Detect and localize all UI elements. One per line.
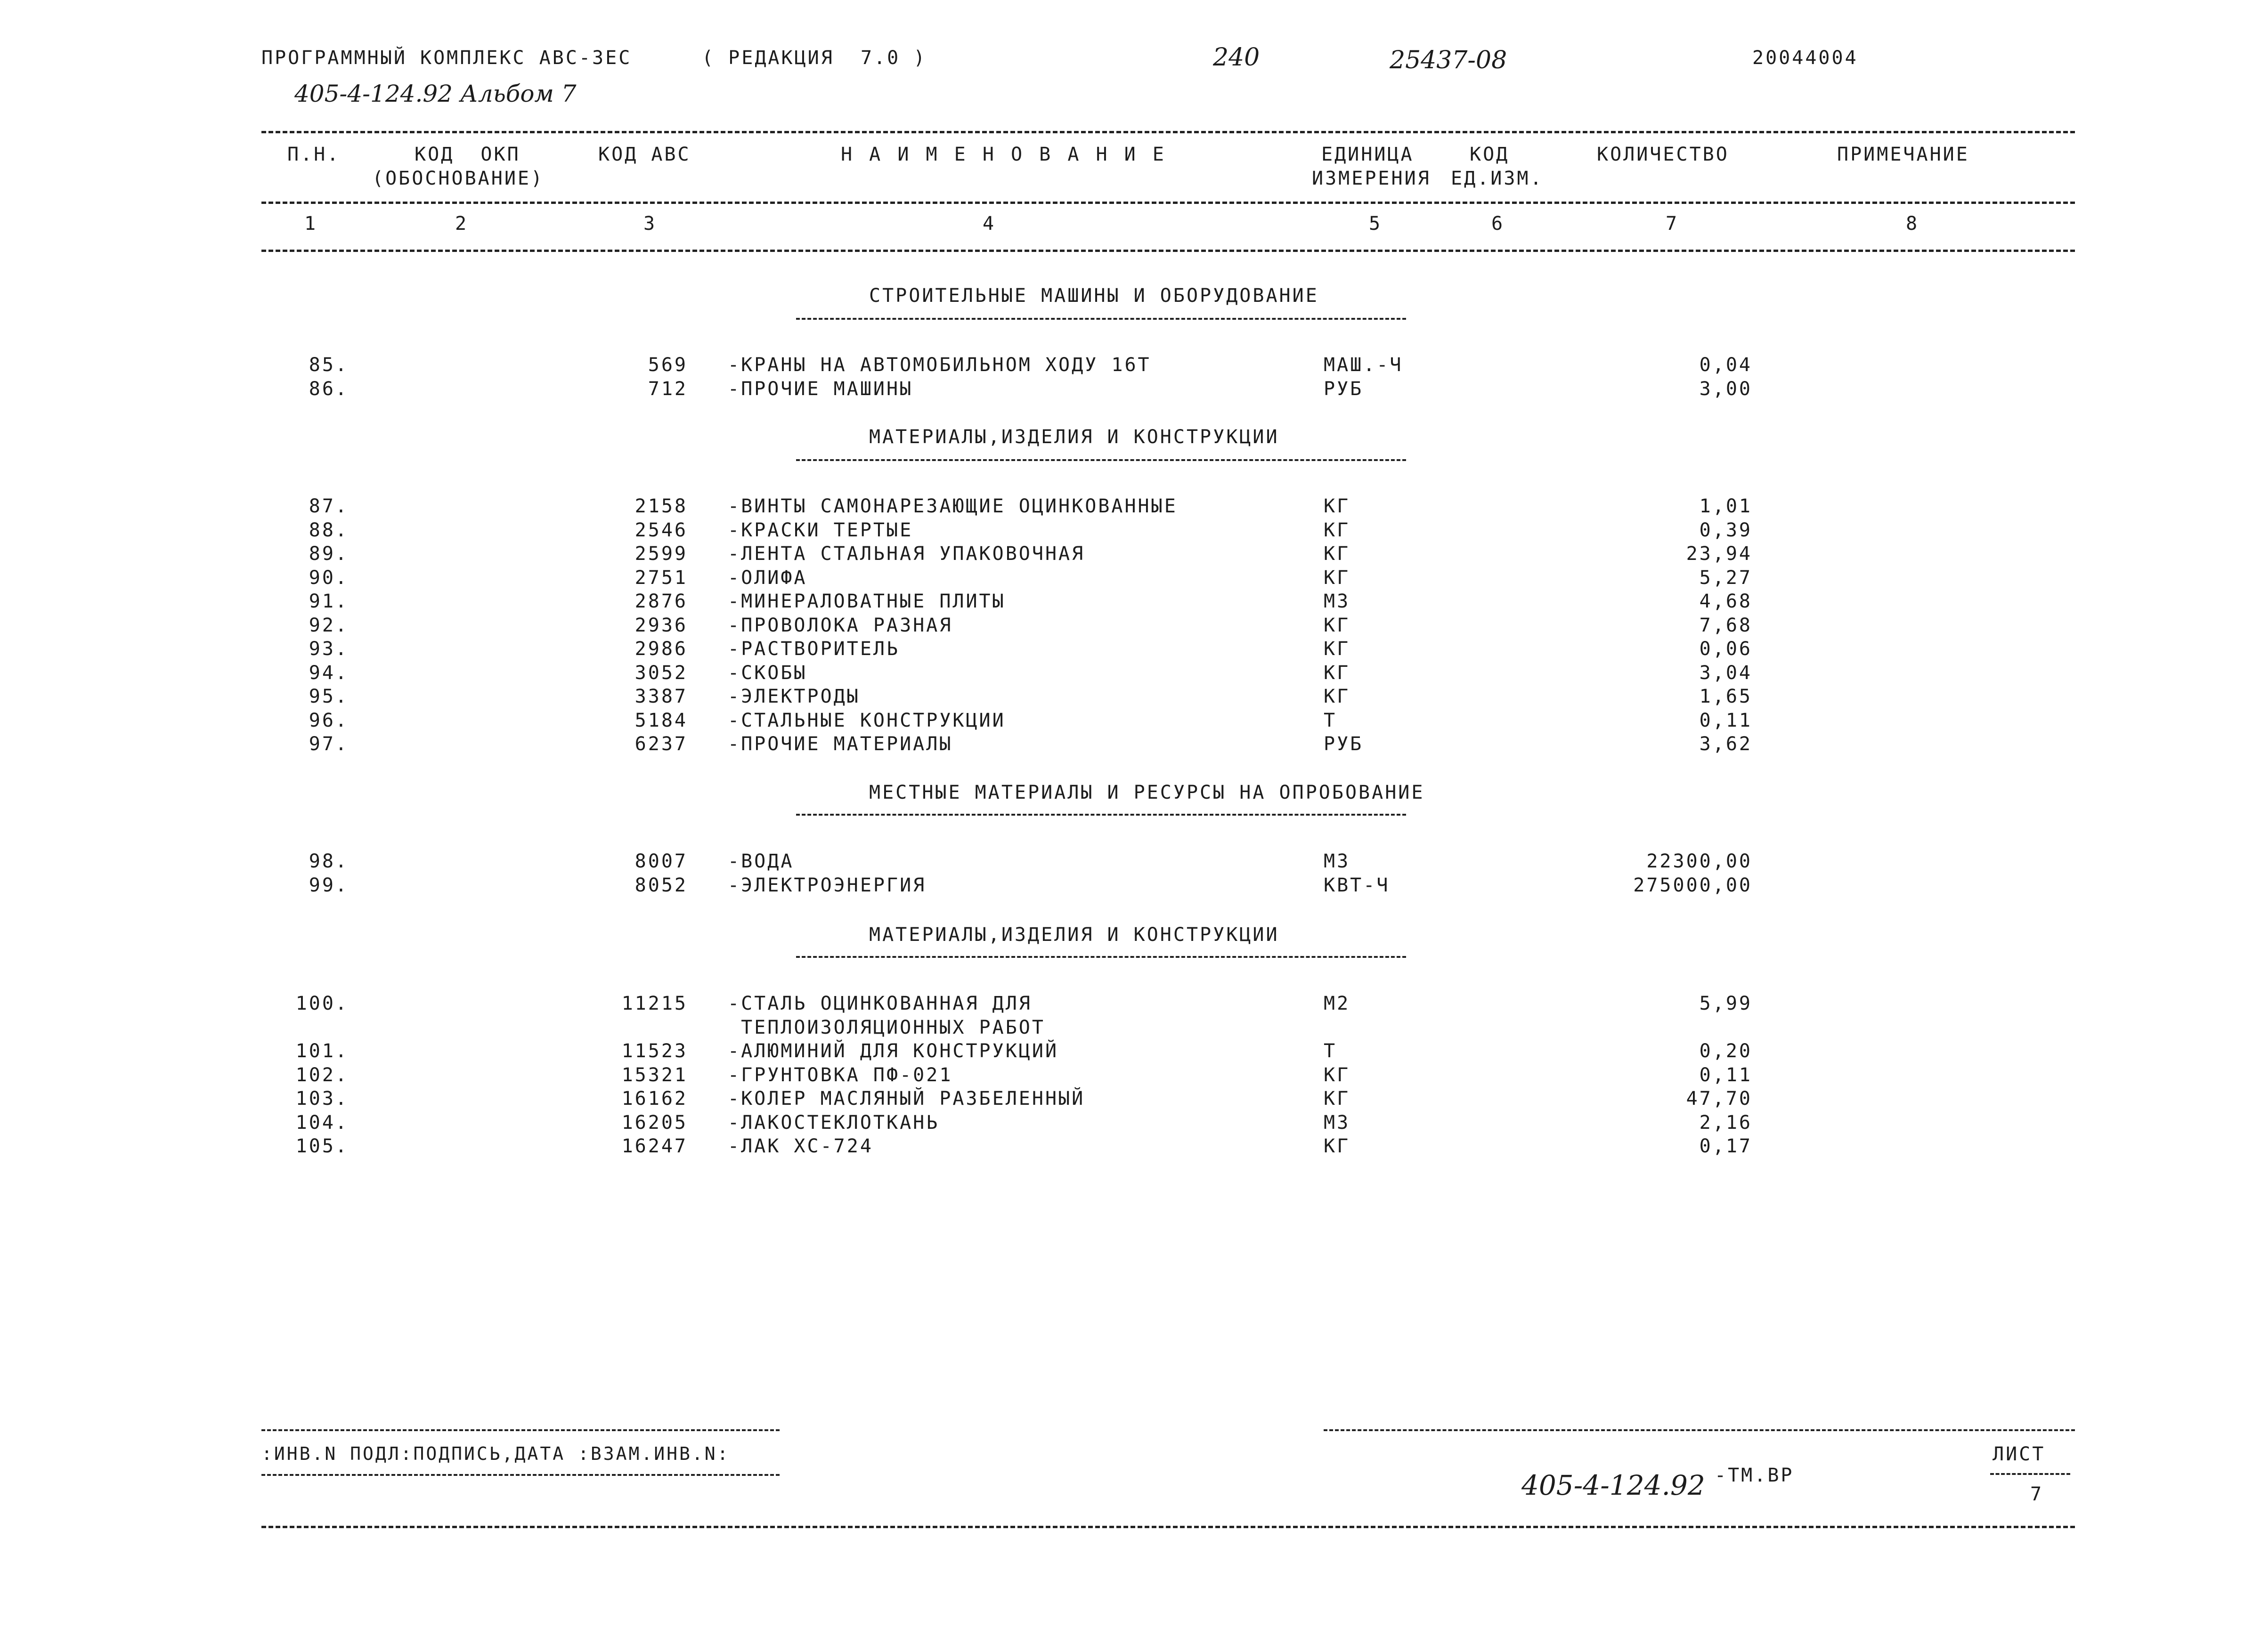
row-abc-code: 2986	[634, 638, 688, 660]
row-quantity: 1,65	[1699, 686, 1752, 707]
row-number: 94.	[309, 662, 349, 684]
row-abc-code: 8007	[634, 850, 688, 872]
row-number: 97.	[309, 733, 349, 755]
row-name: -ВОДА	[728, 850, 794, 872]
col-header-quantity: КОЛИЧЕСТВО	[1597, 144, 1729, 165]
row-number: 86.	[309, 378, 349, 400]
stamp-bottom-rule	[261, 1526, 2075, 1528]
section-title: МАТЕРИАЛЫ,ИЗДЕЛИЯ И КОНСТРУКЦИИ	[869, 924, 1279, 946]
row-unit: КГ	[1324, 1135, 1350, 1157]
edition: ( РЕДАКЦИЯ 7.0 )	[702, 47, 927, 69]
row-name: -ЭЛЕКТРОДЫ	[728, 686, 860, 707]
stamp-labels: :ИНВ.N ПОДЛ:ПОДПИСЬ,ДАТА :ВЗАМ.ИНВ.N:	[261, 1443, 730, 1464]
col-number-7: 7	[1665, 213, 1679, 235]
row-name: -СТАЛЬНЫЕ КОНСТРУКЦИИ	[728, 709, 1006, 731]
album-label: 405-4-124.92 Альбом 7	[294, 80, 577, 107]
row-abc-code: 5184	[634, 709, 688, 731]
row-number: 93.	[309, 638, 349, 660]
row-unit: М3	[1324, 1111, 1350, 1134]
row-number: 103.	[295, 1088, 349, 1109]
row-unit: Т	[1324, 1040, 1337, 1062]
row-name: -ЛАК ХС-724	[728, 1135, 873, 1157]
row-abc-code: 16247	[621, 1135, 688, 1157]
row-unit: М2	[1324, 993, 1350, 1014]
row-name: -ВИНТЫ САМОНАРЕЗАЮЩИЕ ОЦИНКОВАННЫЕ	[728, 495, 1178, 517]
row-unit: КГ	[1324, 567, 1350, 589]
col-header-pn: П.Н.	[287, 144, 341, 165]
row-name: -СКОБЫ	[728, 662, 807, 684]
row-number: 85.	[309, 354, 349, 376]
row-name: -ГРУНТОВКА ПФ-021	[728, 1064, 953, 1086]
page-number: 240	[1213, 43, 1260, 72]
row-name: -ЛАКОСТЕКЛОТКАНЬ	[728, 1111, 940, 1134]
row-name: -ЛЕНТА СТАЛЬНАЯ УПАКОВОЧНАЯ	[728, 543, 1085, 565]
col-header-okp: КОД ОКП	[415, 144, 521, 165]
col-header-unit-measure: ИЗМЕРЕНИЯ	[1312, 168, 1431, 189]
row-quantity: 7,68	[1699, 614, 1752, 636]
row-number: 100.	[295, 993, 349, 1014]
section-underline	[796, 459, 1406, 461]
document-code: 25437-08	[1390, 46, 1507, 74]
row-unit: КГ	[1324, 638, 1350, 660]
row-unit: М3	[1324, 850, 1350, 872]
row-quantity: 47,70	[1686, 1088, 1752, 1109]
row-quantity: 0,39	[1699, 519, 1752, 541]
row-name: -МИНЕРАЛОВАТНЫЕ ПЛИТЫ	[728, 591, 1006, 612]
row-abc-code: 11215	[621, 993, 688, 1014]
section-underline	[796, 814, 1406, 816]
row-number: 96.	[309, 709, 349, 731]
col-header-abc: КОД АВС	[598, 144, 691, 165]
row-name: -КОЛЕР МАСЛЯНЫЙ РАЗБЕЛЕННЫЙ	[728, 1088, 1085, 1109]
col-number-5: 5	[1368, 213, 1383, 235]
row-unit: КГ	[1324, 495, 1350, 517]
row-name: -КРАНЫ НА АВТОМОБИЛЬНОМ ХОДУ 16Т	[728, 354, 1151, 376]
row-quantity: 3,62	[1699, 733, 1752, 755]
row-abc-code: 2936	[634, 614, 688, 636]
sheet-number: 7	[2030, 1483, 2044, 1505]
row-number: 90.	[309, 567, 349, 589]
row-name: -ЭЛЕКТРОЭНЕРГИЯ	[728, 874, 927, 896]
row-quantity: 0,17	[1699, 1135, 1752, 1157]
header-bottom-rule	[261, 250, 2075, 252]
row-quantity: 23,94	[1686, 543, 1752, 565]
row-unit: КГ	[1324, 662, 1350, 684]
row-quantity: 0,06	[1699, 638, 1752, 660]
row-abc-code: 6237	[634, 733, 688, 755]
row-quantity: 3,00	[1699, 378, 1752, 400]
col-number-1: 1	[304, 213, 318, 235]
col-number-3: 3	[643, 213, 657, 235]
row-name: -СТАЛЬ ОЦИНКОВАННАЯ ДЛЯ	[728, 993, 1032, 1014]
col-header-unit: ЕДИНИЦА	[1321, 144, 1414, 165]
header-top-rule	[261, 131, 2075, 133]
row-quantity: 1,01	[1699, 495, 1752, 517]
designation-suffix: -ТМ.ВР	[1715, 1465, 1794, 1486]
stamp-left-mid-rule	[261, 1474, 780, 1476]
row-number: 105.	[295, 1135, 349, 1157]
stamp-right-top-rule	[1324, 1429, 2075, 1431]
row-unit: КГ	[1324, 543, 1350, 565]
row-quantity: 22300,00	[1646, 850, 1752, 872]
row-unit: КГ	[1324, 1064, 1350, 1086]
row-unit: КГ	[1324, 686, 1350, 707]
row-unit: КГ	[1324, 614, 1350, 636]
row-name: -ПРОЧИЕ МАШИНЫ	[728, 378, 913, 400]
row-abc-code: 8052	[634, 874, 688, 896]
row-abc-code: 16205	[621, 1111, 688, 1134]
row-abc-code: 712	[648, 378, 688, 400]
row-name: -РАСТВОРИТЕЛЬ	[728, 638, 900, 660]
row-name: -КРАСКИ ТЕРТЫЕ	[728, 519, 913, 541]
section-title: СТРОИТЕЛЬНЫЕ МАШИНЫ И ОБОРУДОВАНИЕ	[869, 285, 1319, 307]
row-abc-code: 2876	[634, 591, 688, 612]
row-unit: Т	[1324, 709, 1337, 731]
row-abc-code: 2599	[634, 543, 688, 565]
col-number-4: 4	[982, 213, 996, 235]
row-quantity: 275000,00	[1633, 874, 1752, 896]
section-underline	[796, 318, 1406, 320]
row-unit: КГ	[1324, 519, 1350, 541]
document-number: 20044004	[1752, 47, 1858, 69]
section-underline	[796, 956, 1406, 958]
row-quantity: 4,68	[1699, 591, 1752, 612]
row-unit: РУБ	[1324, 378, 1364, 400]
row-name: -ПРОВОЛОКА РАЗНАЯ	[728, 614, 953, 636]
col-header-unit-code-2: ЕД.ИЗМ.	[1451, 168, 1544, 189]
row-abc-code: 16162	[621, 1088, 688, 1109]
col-header-note: ПРИМЕЧАНИЕ	[1837, 144, 1969, 165]
row-unit: РУБ	[1324, 733, 1364, 755]
row-unit: КВТ-Ч	[1324, 874, 1390, 896]
row-unit: М3	[1324, 591, 1350, 612]
row-name: -ОЛИФА	[728, 567, 807, 589]
row-name: -АЛЮМИНИЙ ДЛЯ КОНСТРУКЦИЙ	[728, 1040, 1059, 1062]
row-number: 99.	[309, 874, 349, 896]
col-number-8: 8	[1905, 213, 1920, 235]
section-title: МАТЕРИАЛЫ,ИЗДЕЛИЯ И КОНСТРУКЦИИ	[869, 426, 1279, 448]
row-number: 104.	[295, 1111, 349, 1134]
row-quantity: 0,20	[1699, 1040, 1752, 1062]
row-quantity: 5,99	[1699, 993, 1752, 1014]
col-header-okp-basis: (ОБОСНОВАНИЕ)	[372, 168, 545, 189]
sheet-divider	[1990, 1473, 2070, 1475]
row-abc-code: 569	[648, 354, 688, 376]
row-number: 87.	[309, 495, 349, 517]
row-number: 98.	[309, 850, 349, 872]
row-number: 101.	[295, 1040, 349, 1062]
section-title: МЕСТНЫЕ МАТЕРИАЛЫ И РЕСУРСЫ НА ОПРОБОВАНИЕ	[869, 782, 1425, 803]
row-quantity: 5,27	[1699, 567, 1752, 589]
row-quantity: 0,11	[1699, 709, 1752, 731]
row-abc-code: 2546	[634, 519, 688, 541]
row-number: 95.	[309, 686, 349, 707]
row-number: 102.	[295, 1064, 349, 1086]
row-quantity: 0,04	[1699, 354, 1752, 376]
row-abc-code: 2751	[634, 567, 688, 589]
project-designation: 405-4-124.92	[1521, 1469, 1705, 1501]
row-quantity: 0,11	[1699, 1064, 1752, 1086]
row-abc-code: 3387	[634, 686, 688, 707]
row-abc-code: 15321	[621, 1064, 688, 1086]
col-header-name: Н А И М Е Н О В А Н И Е	[841, 144, 1167, 165]
header-mid-rule	[261, 202, 2075, 204]
row-number: 89.	[309, 543, 349, 565]
col-header-unit-code: КОД	[1470, 144, 1510, 165]
row-quantity: 2,16	[1699, 1111, 1752, 1134]
program-name: ПРОГРАММНЫЙ КОМПЛЕКС АВС-3ЕС	[261, 47, 632, 69]
row-unit: МАШ.-Ч	[1324, 354, 1403, 376]
col-number-2: 2	[455, 213, 469, 235]
sheet-label: ЛИСТ	[1993, 1443, 2046, 1465]
row-number: 91.	[309, 591, 349, 612]
row-name-continuation: ТЕПЛОИЗОЛЯЦИОННЫХ РАБОТ	[728, 1016, 1045, 1038]
row-name: -ПРОЧИЕ МАТЕРИАЛЫ	[728, 733, 953, 755]
row-number: 92.	[309, 614, 349, 636]
stamp-left-top-rule	[261, 1429, 780, 1431]
row-quantity: 3,04	[1699, 662, 1752, 684]
row-abc-code: 11523	[621, 1040, 688, 1062]
col-number-6: 6	[1491, 213, 1505, 235]
row-unit: КГ	[1324, 1088, 1350, 1109]
row-abc-code: 3052	[634, 662, 688, 684]
row-number: 88.	[309, 519, 349, 541]
row-abc-code: 2158	[634, 495, 688, 517]
